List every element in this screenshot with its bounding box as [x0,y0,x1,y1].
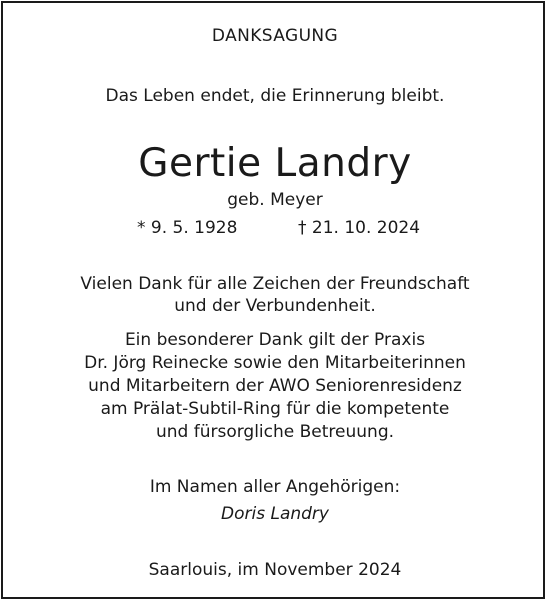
motto: Das Leben endet, die Erinnerung bleibt. [105,86,445,106]
deceased-name: Gertie Landry [138,141,412,186]
maiden-name: geb. Meyer [227,190,323,210]
notice-heading: DANKSAGUNG [211,26,339,46]
place-date: Saarlouis, im November 2024 [148,560,402,580]
signoff-intro: Im Namen aller Angehörigen: [149,477,401,497]
death-date: † 21. 10. 2024 [298,218,421,238]
signer-name: Doris Landry [221,504,329,524]
special-thanks-line: Dr. Jörg Reinecke sowie den Mitarbeiterinnen [84,353,466,373]
special-thanks-line: am Prälat-Subtil-Ring für die kompetente [100,399,450,419]
special-thanks-line: und Mitarbeitern der AWO Seniorenresidenz [88,376,462,396]
birth-date: * 9. 5. 1928 [137,218,238,238]
thanks-line: und der Verbundenheit. [174,296,376,316]
special-thanks-line: Ein besonderer Dank gilt der Praxis [124,330,426,350]
thanks-line: Vielen Dank für alle Zeichen der Freundschaft [80,274,470,294]
special-thanks-line: und fürsorgliche Betreuung. [155,422,395,442]
